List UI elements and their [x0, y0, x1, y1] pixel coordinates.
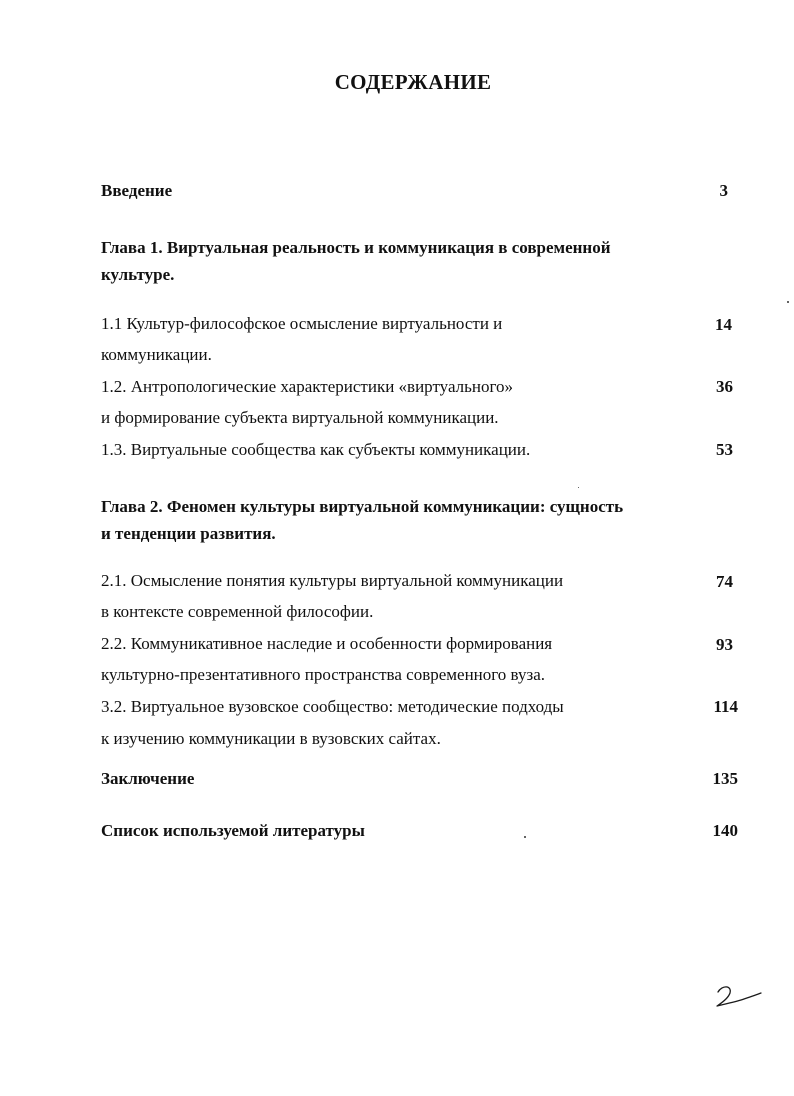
handwritten-page-number: [714, 982, 764, 1012]
toc-2-1-line2: в контексте современной философии.: [101, 602, 374, 621]
toc-2-2-page: 93: [716, 635, 733, 654]
toc-1-2-page: 36: [716, 377, 733, 396]
toc-2-2-line1: 2.2. Коммуникативное наследие и особенности формирования: [101, 634, 553, 653]
toc-3-2-line2: к изучению коммуникации в вузовских сайтах.: [101, 729, 441, 748]
toc-intro-page: 3: [719, 181, 728, 200]
toc-intro-label: Введение: [101, 181, 173, 200]
toc-1-2-line2: и формирование субъекта виртуальной коммуникации.: [101, 408, 499, 427]
scan-speck: [578, 487, 579, 488]
chapter2-heading-line1: Глава 2. Феномен культуры виртуальной коммуникации: сущность: [101, 497, 624, 516]
toc-bibliography-label: Список используемой литературы: [101, 821, 365, 840]
chapter1-heading-line2: культуре.: [101, 265, 175, 284]
toc-2-1-line1: 2.1. Осмысление понятия культуры виртуальной коммуникации: [101, 571, 564, 590]
toc-2-1-page: 74: [716, 572, 733, 591]
toc-conclusion-label: Заключение: [101, 769, 195, 788]
scan-speck: [787, 301, 789, 303]
toc-3-2-line1: 3.2. Виртуальное вузовское сообщество: методические подходы: [101, 697, 564, 716]
toc-3-2-page: 114: [713, 697, 738, 716]
chapter1-heading-line1: Глава 1. Виртуальная реальность и коммуникация в современной: [101, 238, 611, 257]
chapter2-heading: [101, 493, 711, 547]
toc-conclusion-page: 135: [712, 769, 738, 788]
chapter2-heading-line2: и тенденции развития.: [101, 524, 276, 543]
scan-speck: [524, 836, 526, 838]
toc-1-3-page: 53: [716, 440, 733, 459]
chapter1-heading: [101, 234, 701, 288]
toc-2-2-line2: культурно-презентативного пространства современного вуза.: [101, 665, 546, 684]
toc-1-1-line2: коммуникации.: [101, 345, 212, 364]
page-title: СОДЕРЖАНИЕ: [334, 70, 492, 94]
toc-1-2-line1: 1.2. Антропологические характеристики «виртуального»: [101, 377, 514, 396]
toc-1-1-page: 14: [715, 315, 732, 334]
toc-bibliography-page: 140: [712, 821, 738, 840]
toc-1-3-line1: 1.3. Виртуальные сообщества как субъекты коммуникации.: [101, 440, 531, 459]
toc-1-1-line1: 1.1 Культур-философское осмысление виртуальности и: [101, 314, 503, 333]
